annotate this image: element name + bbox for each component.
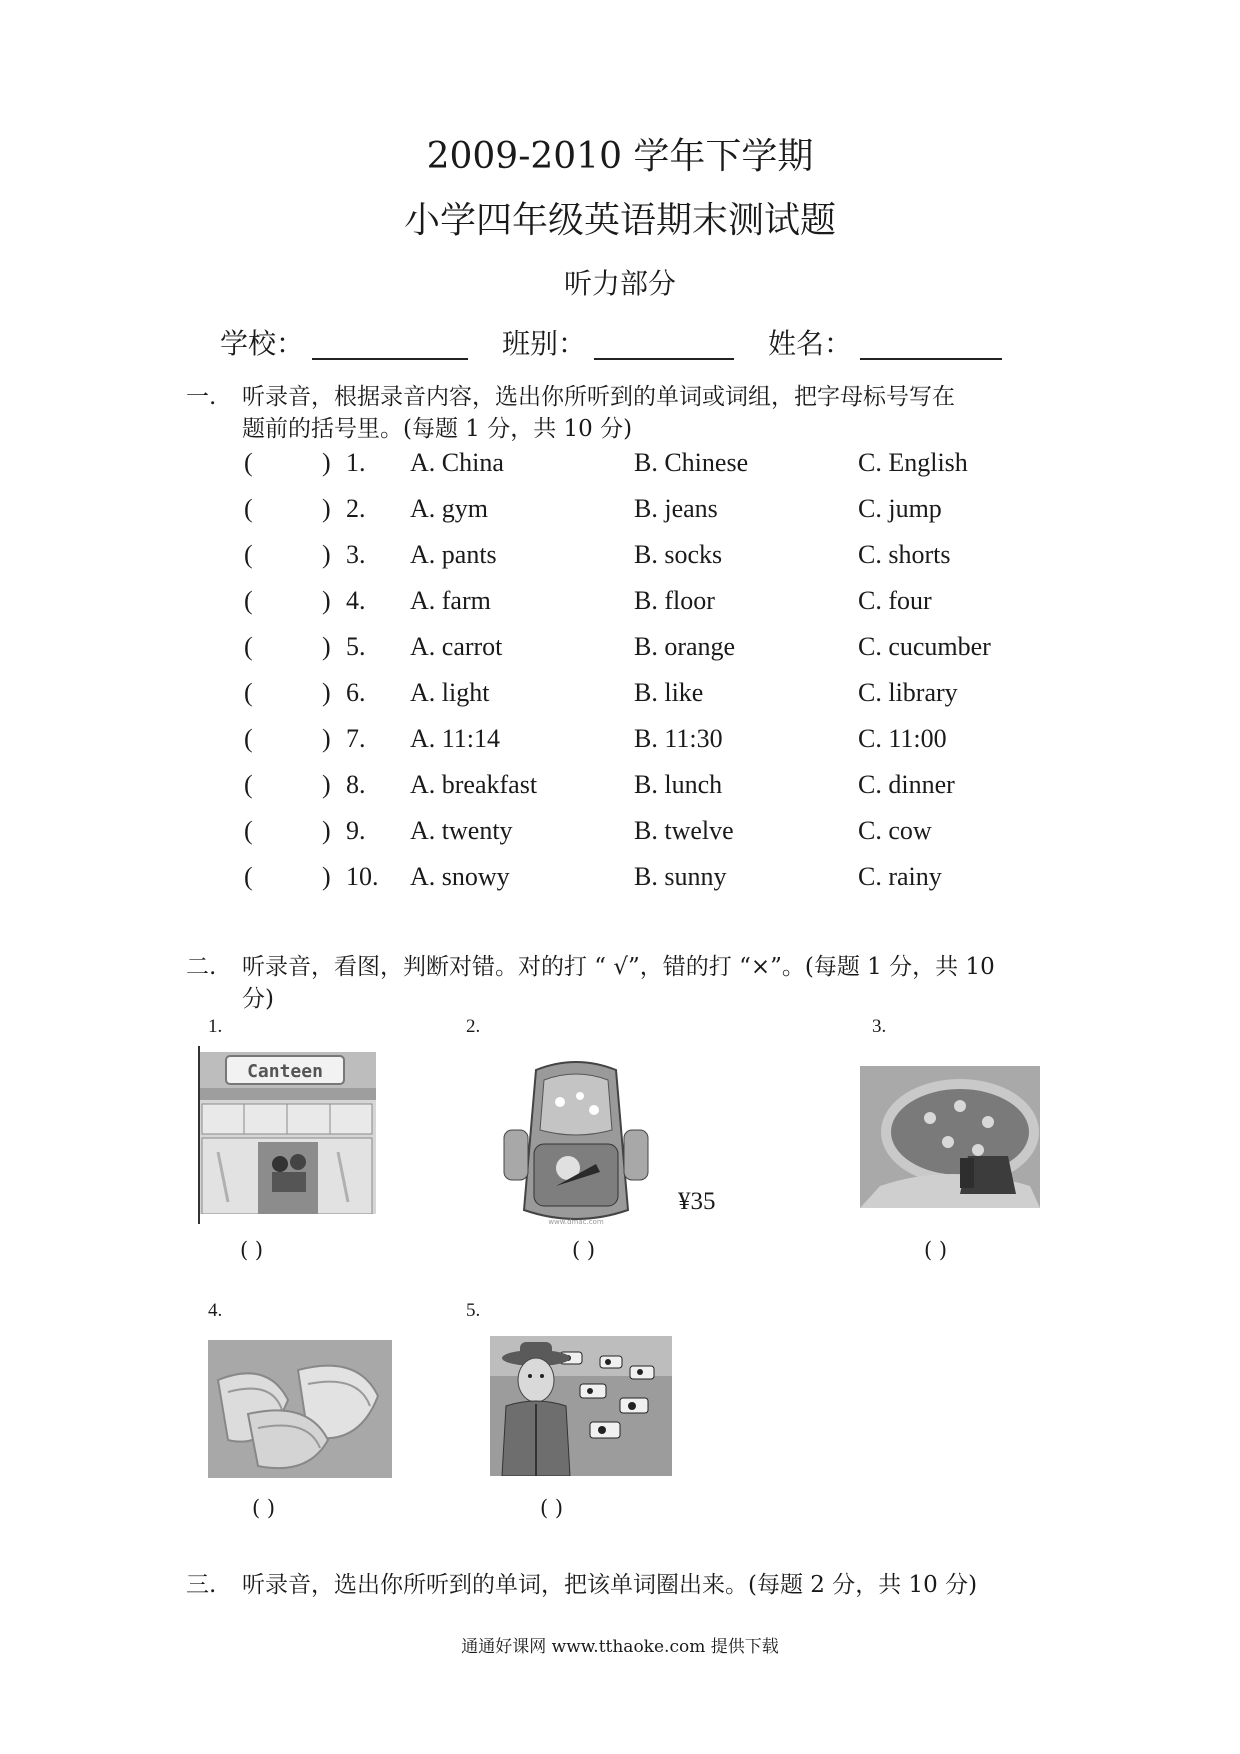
- question-number: 9.: [346, 816, 366, 845]
- option-a: A. 11:14: [410, 724, 501, 753]
- question-number: 8.: [346, 770, 366, 799]
- option-a: A. China: [410, 448, 504, 477]
- backpack-watermark: www.dmac.com: [548, 1218, 604, 1226]
- question-bracket-close[interactable]: ): [322, 678, 331, 707]
- question-bracket-open[interactable]: (: [244, 540, 253, 569]
- question-number: 3.: [346, 540, 366, 569]
- option-a: A. pants: [410, 540, 497, 569]
- option-a: A. light: [410, 678, 490, 707]
- canteen-picture: [198, 1052, 376, 1214]
- question-number: 5.: [346, 632, 366, 661]
- option-c: C. rainy: [858, 862, 942, 891]
- picture-number-3: 3.: [872, 1016, 887, 1037]
- option-b: B. socks: [634, 540, 723, 569]
- jacket-on-flowerbed-picture: [860, 1066, 1040, 1208]
- question-bracket-open[interactable]: (: [244, 724, 253, 753]
- option-c: C. shorts: [858, 540, 951, 569]
- option-b: B. Chinese: [634, 448, 749, 477]
- option-a: A. snowy: [410, 862, 510, 891]
- canteen-sign-text: Canteen: [247, 1061, 323, 1082]
- question-bracket-open[interactable]: (: [244, 678, 253, 707]
- exam-title: 小学四年级英语期末测试题: [403, 200, 836, 241]
- option-c: C. English: [858, 448, 968, 477]
- section1-instruction-line2: 题前的括号里。(每题 1 分，共 10 分): [242, 416, 633, 442]
- option-b: B. sunny: [634, 862, 727, 891]
- option-b: B. twelve: [634, 816, 734, 845]
- section3-number: 三.: [186, 1572, 217, 1598]
- answer-bracket-3[interactable]: ( ): [924, 1238, 948, 1262]
- question-number: 7.: [346, 724, 366, 753]
- canteen-border-line: [198, 1046, 200, 1224]
- option-c: C. jump: [858, 494, 942, 523]
- option-a: A. breakfast: [410, 770, 538, 799]
- picture-number-2: 2.: [466, 1016, 481, 1037]
- class-label: 班别：: [502, 327, 587, 360]
- option-c: C. cucumber: [858, 632, 991, 661]
- option-a: A. gym: [410, 494, 488, 523]
- option-a: A. carrot: [410, 632, 503, 661]
- question-bracket-close[interactable]: ): [322, 816, 331, 845]
- backpack-price: ¥35: [678, 1188, 716, 1215]
- option-c: C. dinner: [858, 770, 955, 799]
- question-bracket-open[interactable]: (: [244, 770, 253, 799]
- name-blank[interactable]: [860, 358, 1002, 360]
- question-number: 6.: [346, 678, 366, 707]
- section3-instruction: 听录音，选出你所听到的单词，把该单词圈出来。(每题 2 分，共 10 分): [242, 1572, 978, 1598]
- question-number: 2.: [346, 494, 366, 523]
- section2-instruction-line2: 分): [242, 986, 274, 1012]
- section2-instruction-line1: 听录音，看图，判断对错。对的打 “ √”，错的打 “×”。(每题 1 分，共 10: [242, 954, 995, 980]
- question-bracket-close[interactable]: ): [322, 494, 331, 523]
- option-a: A. farm: [410, 586, 491, 615]
- question-bracket-close[interactable]: ): [322, 862, 331, 891]
- answer-bracket-2[interactable]: ( ): [572, 1238, 596, 1262]
- question-bracket-open[interactable]: (: [244, 494, 253, 523]
- question-bracket-close[interactable]: ): [322, 448, 331, 477]
- option-b: B. like: [634, 678, 704, 707]
- question-bracket-close[interactable]: ): [322, 586, 331, 615]
- section1-number: 一.: [186, 384, 217, 410]
- option-c: C. cow: [858, 816, 932, 845]
- question-bracket-open[interactable]: (: [244, 816, 253, 845]
- question-number: 4.: [346, 586, 366, 615]
- option-b: B. jeans: [634, 494, 718, 523]
- question-bracket-close[interactable]: ): [322, 770, 331, 799]
- school-label: 学校：: [220, 327, 305, 360]
- answer-bracket-1[interactable]: ( ): [240, 1238, 264, 1262]
- footer-download-note: 通通好课网 www.tthaoke.com 提供下载: [461, 1637, 779, 1657]
- section1-instruction-line1: 听录音，根据录音内容，选出你所听到的单词或词组，把字母标号写在: [242, 384, 955, 410]
- exam-part: 听力部分: [563, 267, 676, 300]
- school-blank[interactable]: [312, 358, 468, 360]
- picture-number-1: 1.: [208, 1016, 223, 1037]
- exam-year-term: 2009-2010 学年下学期: [426, 136, 814, 177]
- answer-bracket-5[interactable]: ( ): [540, 1496, 564, 1520]
- question-bracket-open[interactable]: (: [244, 632, 253, 661]
- option-b: B. orange: [634, 632, 736, 661]
- option-c: C. 11:00: [858, 724, 947, 753]
- picture-number-5: 5.: [466, 1300, 481, 1321]
- farmer-with-cows-picture: [490, 1336, 672, 1476]
- section2-number: 二.: [186, 954, 217, 980]
- option-c: C. four: [858, 586, 932, 615]
- class-blank[interactable]: [594, 358, 734, 360]
- option-a: A. twenty: [410, 816, 513, 845]
- question-bracket-close[interactable]: ): [322, 724, 331, 753]
- question-number: 1.: [346, 448, 366, 477]
- option-b: B. lunch: [634, 770, 723, 799]
- bananas-picture: [208, 1340, 392, 1478]
- option-b: B. floor: [634, 586, 715, 615]
- option-c: C. library: [858, 678, 958, 707]
- option-b: B. 11:30: [634, 724, 723, 753]
- question-bracket-open[interactable]: (: [244, 448, 253, 477]
- answer-bracket-4[interactable]: ( ): [252, 1496, 276, 1520]
- backpack-picture: [496, 1060, 656, 1230]
- picture-number-4: 4.: [208, 1300, 223, 1321]
- question-bracket-close[interactable]: ): [322, 632, 331, 661]
- name-label: 姓名：: [768, 327, 853, 360]
- question-bracket-close[interactable]: ): [322, 540, 331, 569]
- question-bracket-open[interactable]: (: [244, 586, 253, 615]
- question-bracket-open[interactable]: (: [244, 862, 253, 891]
- question-number: 10.: [346, 862, 379, 891]
